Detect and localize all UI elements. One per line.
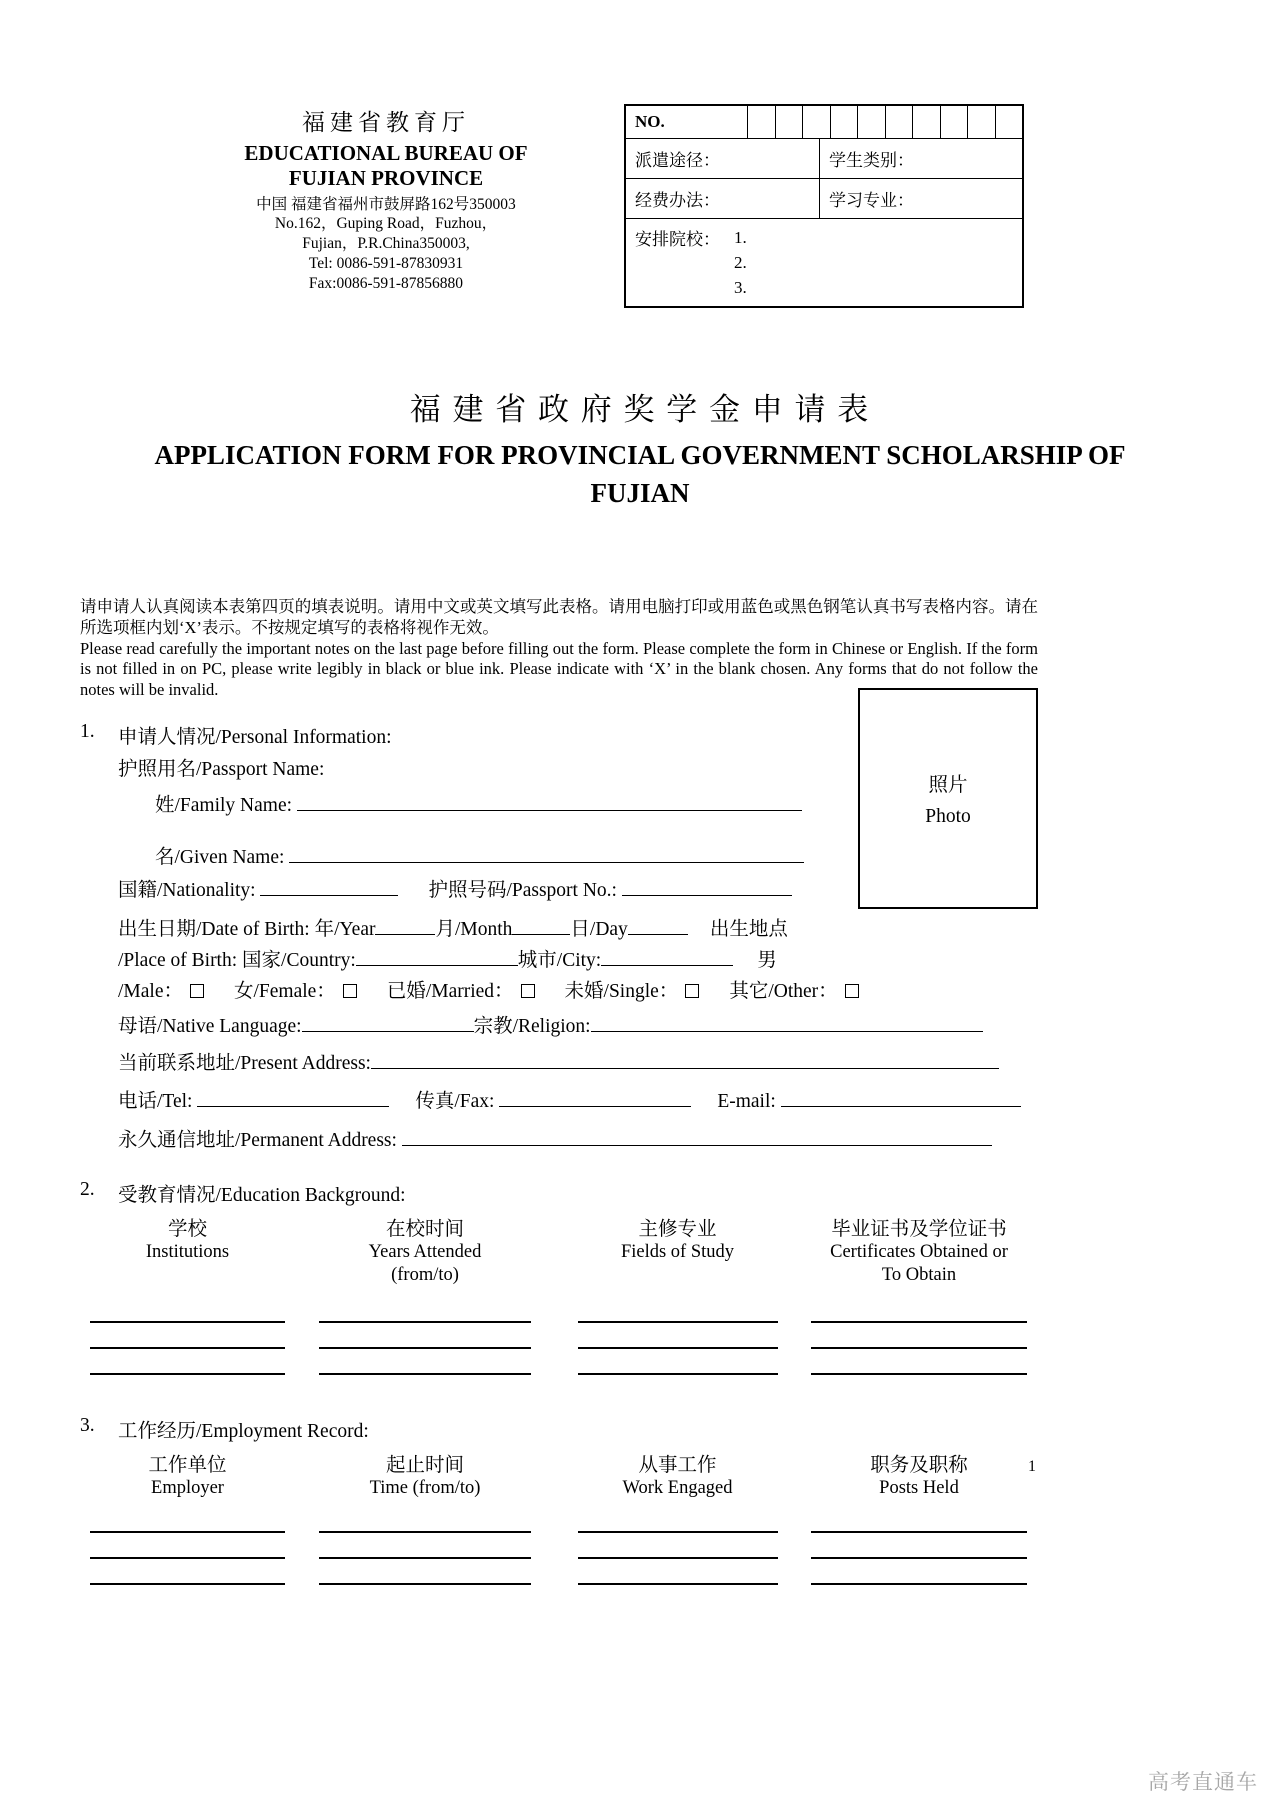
col-header-cn: 职务及职称 (870, 1455, 968, 1477)
married-checkbox[interactable] (521, 984, 535, 998)
notes-en: Please read carefully the important notes on the last page before filling out the form. Please complete the form in Chinese or English. If the form is not filled in on PC, please write legibly in black or blue ink. Please indicate with ‘X’ in the blank chosen. Any forms that do not follow the notes will be invalid. (80, 638, 1038, 700)
dob-label: 出生日期/Date of Birth: (118, 919, 310, 941)
funding-row (626, 179, 1022, 219)
other-checkbox[interactable] (845, 984, 859, 998)
single-label: 未婚/Single： (564, 981, 679, 1003)
school-item-2: 2. (734, 253, 747, 272)
col-header-cn: 起止时间 (385, 1455, 464, 1477)
no-digit-cell[interactable] (803, 106, 831, 138)
address-en-line2: Fujian，P.R.China350003, (302, 235, 470, 253)
no-digit-cell[interactable] (913, 106, 941, 138)
photo-box (858, 688, 1038, 909)
other-label: 其它/Other： (729, 981, 838, 1003)
col-header-en: Institutions (145, 1242, 230, 1263)
nationality-label: 国籍/Nationality: (118, 880, 256, 902)
employment-col-header (295, 1449, 555, 1507)
education-table (80, 1213, 1038, 1375)
permanent-address-line (118, 1129, 1280, 1153)
no-digit-cell[interactable] (776, 106, 804, 138)
section2-header (80, 1179, 1280, 1207)
education-col-header (800, 1213, 1038, 1297)
education-years-field[interactable] (319, 1297, 531, 1323)
notes-cn: 请申请人认真阅读本表第四页的填表说明。请用中文或英文填写此表格。请用电脑打印或用蓝色或黑色钢笔认真书写表格内容。请在所选项框内划‘X’表示。不按规定填写的表格将视作无效。 (80, 596, 1038, 637)
education-institution-field[interactable] (90, 1297, 285, 1323)
year-field[interactable] (375, 919, 435, 935)
given-name-label: 名/Given Name: (155, 847, 285, 869)
permanent-address-field[interactable] (402, 1130, 992, 1146)
month-field[interactable] (512, 919, 570, 935)
school-list (734, 225, 747, 300)
no-row (626, 106, 1022, 139)
present-address-field[interactable] (371, 1053, 999, 1069)
native-language-line (118, 1015, 1280, 1039)
employment-posts-field[interactable] (811, 1533, 1027, 1559)
form-title-en: APPLICATION FORM FOR PROVINCIAL GOVERNMENT SCHOLARSHIP OF FUJIAN (154, 440, 1126, 508)
employment-col-header (555, 1449, 800, 1507)
form-title-cn: 福 建 省 政 府 奖 学 金 申 请 表 (409, 392, 871, 427)
email-label: E-mail: (717, 1091, 776, 1113)
employment-time-field[interactable] (319, 1559, 531, 1585)
city-field[interactable] (601, 950, 733, 966)
country-label: 国家/Country: (242, 950, 356, 972)
col-header-en: Certificates Obtained or (830, 1242, 1008, 1263)
employment-employer-field[interactable] (90, 1507, 285, 1533)
education-col-header (555, 1213, 800, 1297)
page-number: 1 (1028, 1458, 1036, 1475)
month-label: 月/Month (435, 919, 513, 941)
no-digit-cell[interactable] (968, 106, 996, 138)
no-digit-cell[interactable] (941, 106, 969, 138)
fax-label: 传真/Fax: (415, 1091, 495, 1113)
col-header-cn: 学校 (167, 1219, 207, 1241)
employment-time-field[interactable] (319, 1507, 531, 1533)
dob-line (118, 918, 1280, 942)
no-digit-cell[interactable] (858, 106, 886, 138)
family-name-label: 姓/Family Name: (155, 795, 293, 817)
employment-col-header (80, 1449, 295, 1507)
education-certificate-field[interactable] (811, 1323, 1027, 1349)
education-col-fields (555, 1213, 800, 1375)
dispatch-label: 派遣途径： (626, 139, 820, 178)
bureau-name-en-line2: FUJIAN PROVINCE (288, 165, 484, 190)
section1-title: 申请人情况/Personal Information: (118, 727, 392, 749)
school-label: 安排院校： (635, 230, 720, 249)
education-col-years (295, 1213, 555, 1375)
employment-time-field[interactable] (319, 1533, 531, 1559)
male-label: /Male： (118, 981, 183, 1003)
passport-name-line (118, 758, 1280, 782)
education-col-header (295, 1213, 555, 1297)
given-name-field[interactable] (289, 847, 804, 863)
education-field-of-study-field[interactable] (578, 1323, 778, 1349)
single-checkbox[interactable] (685, 984, 699, 998)
bureau-name-en-line1: EDUCATIONAL BUREAU OF (244, 141, 528, 165)
education-col-institutions (80, 1213, 295, 1375)
tel-field[interactable] (197, 1091, 389, 1107)
education-field-of-study-field[interactable] (578, 1297, 778, 1323)
section3-header (80, 1415, 1280, 1443)
bureau-header (218, 104, 554, 294)
bureau-name-cn: 福建省教育厅 (302, 110, 470, 135)
employment-work-field[interactable] (578, 1559, 778, 1585)
female-checkbox[interactable] (343, 984, 357, 998)
birthplace-label2: /Place of Birth: (118, 950, 238, 972)
birthplace-label: 出生地点 (709, 919, 788, 941)
employment-table (80, 1449, 1038, 1585)
section1-header (80, 721, 1280, 749)
tel-label: 电话/Tel: (118, 1091, 193, 1113)
employment-posts-field[interactable] (811, 1559, 1027, 1585)
address-cn: 中国 福建省福州市鼓屏路162号350003 (256, 195, 516, 213)
photo-label-en: Photo (925, 806, 971, 827)
employment-employer-field[interactable] (90, 1559, 285, 1585)
bureau-address (218, 195, 554, 294)
education-institution-field[interactable] (90, 1349, 285, 1375)
family-name-field[interactable] (297, 795, 802, 811)
section2-number: 2. (80, 1179, 95, 1201)
col-header-en2: (from/to) (391, 1265, 459, 1286)
female-label: 女/Female： (233, 981, 336, 1003)
religion-field[interactable] (591, 1016, 983, 1032)
employment-work-field[interactable] (578, 1533, 778, 1559)
registration-number-table (624, 104, 1024, 308)
native-language-label: 母语/Native Language: (118, 1016, 302, 1038)
col-header-en: Posts Held (879, 1478, 959, 1499)
male-checkbox[interactable] (190, 984, 204, 998)
passport-name-label: 护照用名/Passport Name: (118, 759, 325, 781)
schools-row (626, 219, 1022, 306)
watermark: 高考直通车 (1148, 1771, 1258, 1794)
col-header-cn: 毕业证书及学位证书 (831, 1219, 1007, 1241)
married-label: 已婚/Married： (386, 981, 514, 1003)
country-field[interactable] (356, 950, 518, 966)
education-years-field[interactable] (319, 1349, 531, 1375)
education-institution-field[interactable] (90, 1323, 285, 1349)
page-header (0, 0, 1280, 308)
section3-title: 工作经历/Employment Record: (118, 1421, 369, 1443)
place-of-birth-line (118, 949, 1280, 973)
col-header-cn: 从事工作 (638, 1455, 717, 1477)
employment-work-field[interactable] (578, 1507, 778, 1533)
col-header-en: Work Engaged (622, 1478, 733, 1499)
native-language-field[interactable] (302, 1016, 474, 1032)
employment-employer-field[interactable] (90, 1533, 285, 1559)
school-item-3: 3. (734, 278, 747, 297)
dispatch-row (626, 139, 1022, 179)
male-label-cn: 男 (757, 950, 777, 972)
present-address-line (118, 1052, 1280, 1076)
present-address-label: 当前联系地址/Present Address: (118, 1053, 371, 1075)
tel-line: Tel: 0086-591-87830931 (308, 255, 464, 273)
given-name-line (155, 846, 1280, 870)
passport-no-field[interactable] (622, 880, 792, 896)
passport-no-label: 护照号码/Passport No.: (428, 880, 617, 902)
employment-col-time (295, 1449, 555, 1585)
tel-fax-email-line (118, 1090, 1280, 1114)
col-header-en: Fields of Study (620, 1242, 735, 1263)
personal-info-body (118, 758, 1280, 1153)
col-header-cn: 在校时间 (385, 1219, 464, 1241)
city-label: 城市/City: (517, 950, 602, 972)
col-header-cn: 工作单位 (148, 1455, 227, 1477)
fax-field[interactable] (499, 1091, 691, 1107)
school-item-1: 1. (734, 228, 747, 247)
family-name-line (155, 794, 1280, 818)
no-digit-cell[interactable] (831, 106, 859, 138)
major-label: 学习专业： (829, 191, 915, 210)
employment-col-posts (800, 1449, 1038, 1585)
no-digit-cell[interactable] (748, 106, 776, 138)
col-header-en: Years Attended (368, 1242, 482, 1263)
education-col-header (80, 1213, 295, 1297)
funding-label: 经费办法： (626, 179, 820, 218)
section2-title: 受教育情况/Education Background: (118, 1185, 406, 1207)
bureau-name-en (218, 141, 554, 191)
no-digit-cell[interactable] (996, 106, 1023, 138)
no-digit-cell[interactable] (886, 106, 914, 138)
schools-cell (626, 219, 1022, 306)
section1-number: 1. (80, 721, 95, 743)
email-field[interactable] (781, 1091, 1021, 1107)
student-type-label: 学生类别： (829, 151, 915, 170)
education-col-certificates (800, 1213, 1038, 1375)
nationality-field[interactable] (260, 880, 398, 896)
employment-col-work (555, 1449, 800, 1585)
employment-col-header (800, 1449, 1038, 1507)
col-header-en: Time (from/to) (369, 1478, 481, 1499)
education-certificate-field[interactable] (811, 1349, 1027, 1375)
permanent-address-label: 永久通信地址/Permanent Address: (118, 1130, 397, 1152)
nationality-line (118, 879, 1280, 903)
no-label: NO. (626, 106, 748, 138)
year-label: 年/Year (314, 919, 376, 941)
section3-number: 3. (80, 1415, 95, 1437)
employment-col-employer (80, 1449, 295, 1585)
col-header-en2: To Obtain (881, 1265, 957, 1286)
day-field[interactable] (628, 919, 688, 935)
address-en-line1: No.162，Guping Road，Fuzhou， (274, 215, 498, 233)
day-label: 日/Day (570, 919, 628, 941)
education-years-field[interactable] (319, 1323, 531, 1349)
col-header-en: Employer (151, 1478, 224, 1499)
gender-marital-line (118, 980, 1280, 1004)
education-field-of-study-field[interactable] (578, 1349, 778, 1375)
filling-notes (80, 597, 1038, 702)
photo-label-cn: 照片 (928, 775, 968, 796)
employment-posts-field[interactable] (811, 1507, 1027, 1533)
education-certificate-field[interactable] (811, 1297, 1027, 1323)
religion-label: 宗教/Religion: (473, 1016, 591, 1038)
col-header-cn: 主修专业 (638, 1219, 717, 1241)
fax-line: Fax:0086-591-87856880 (308, 274, 464, 292)
